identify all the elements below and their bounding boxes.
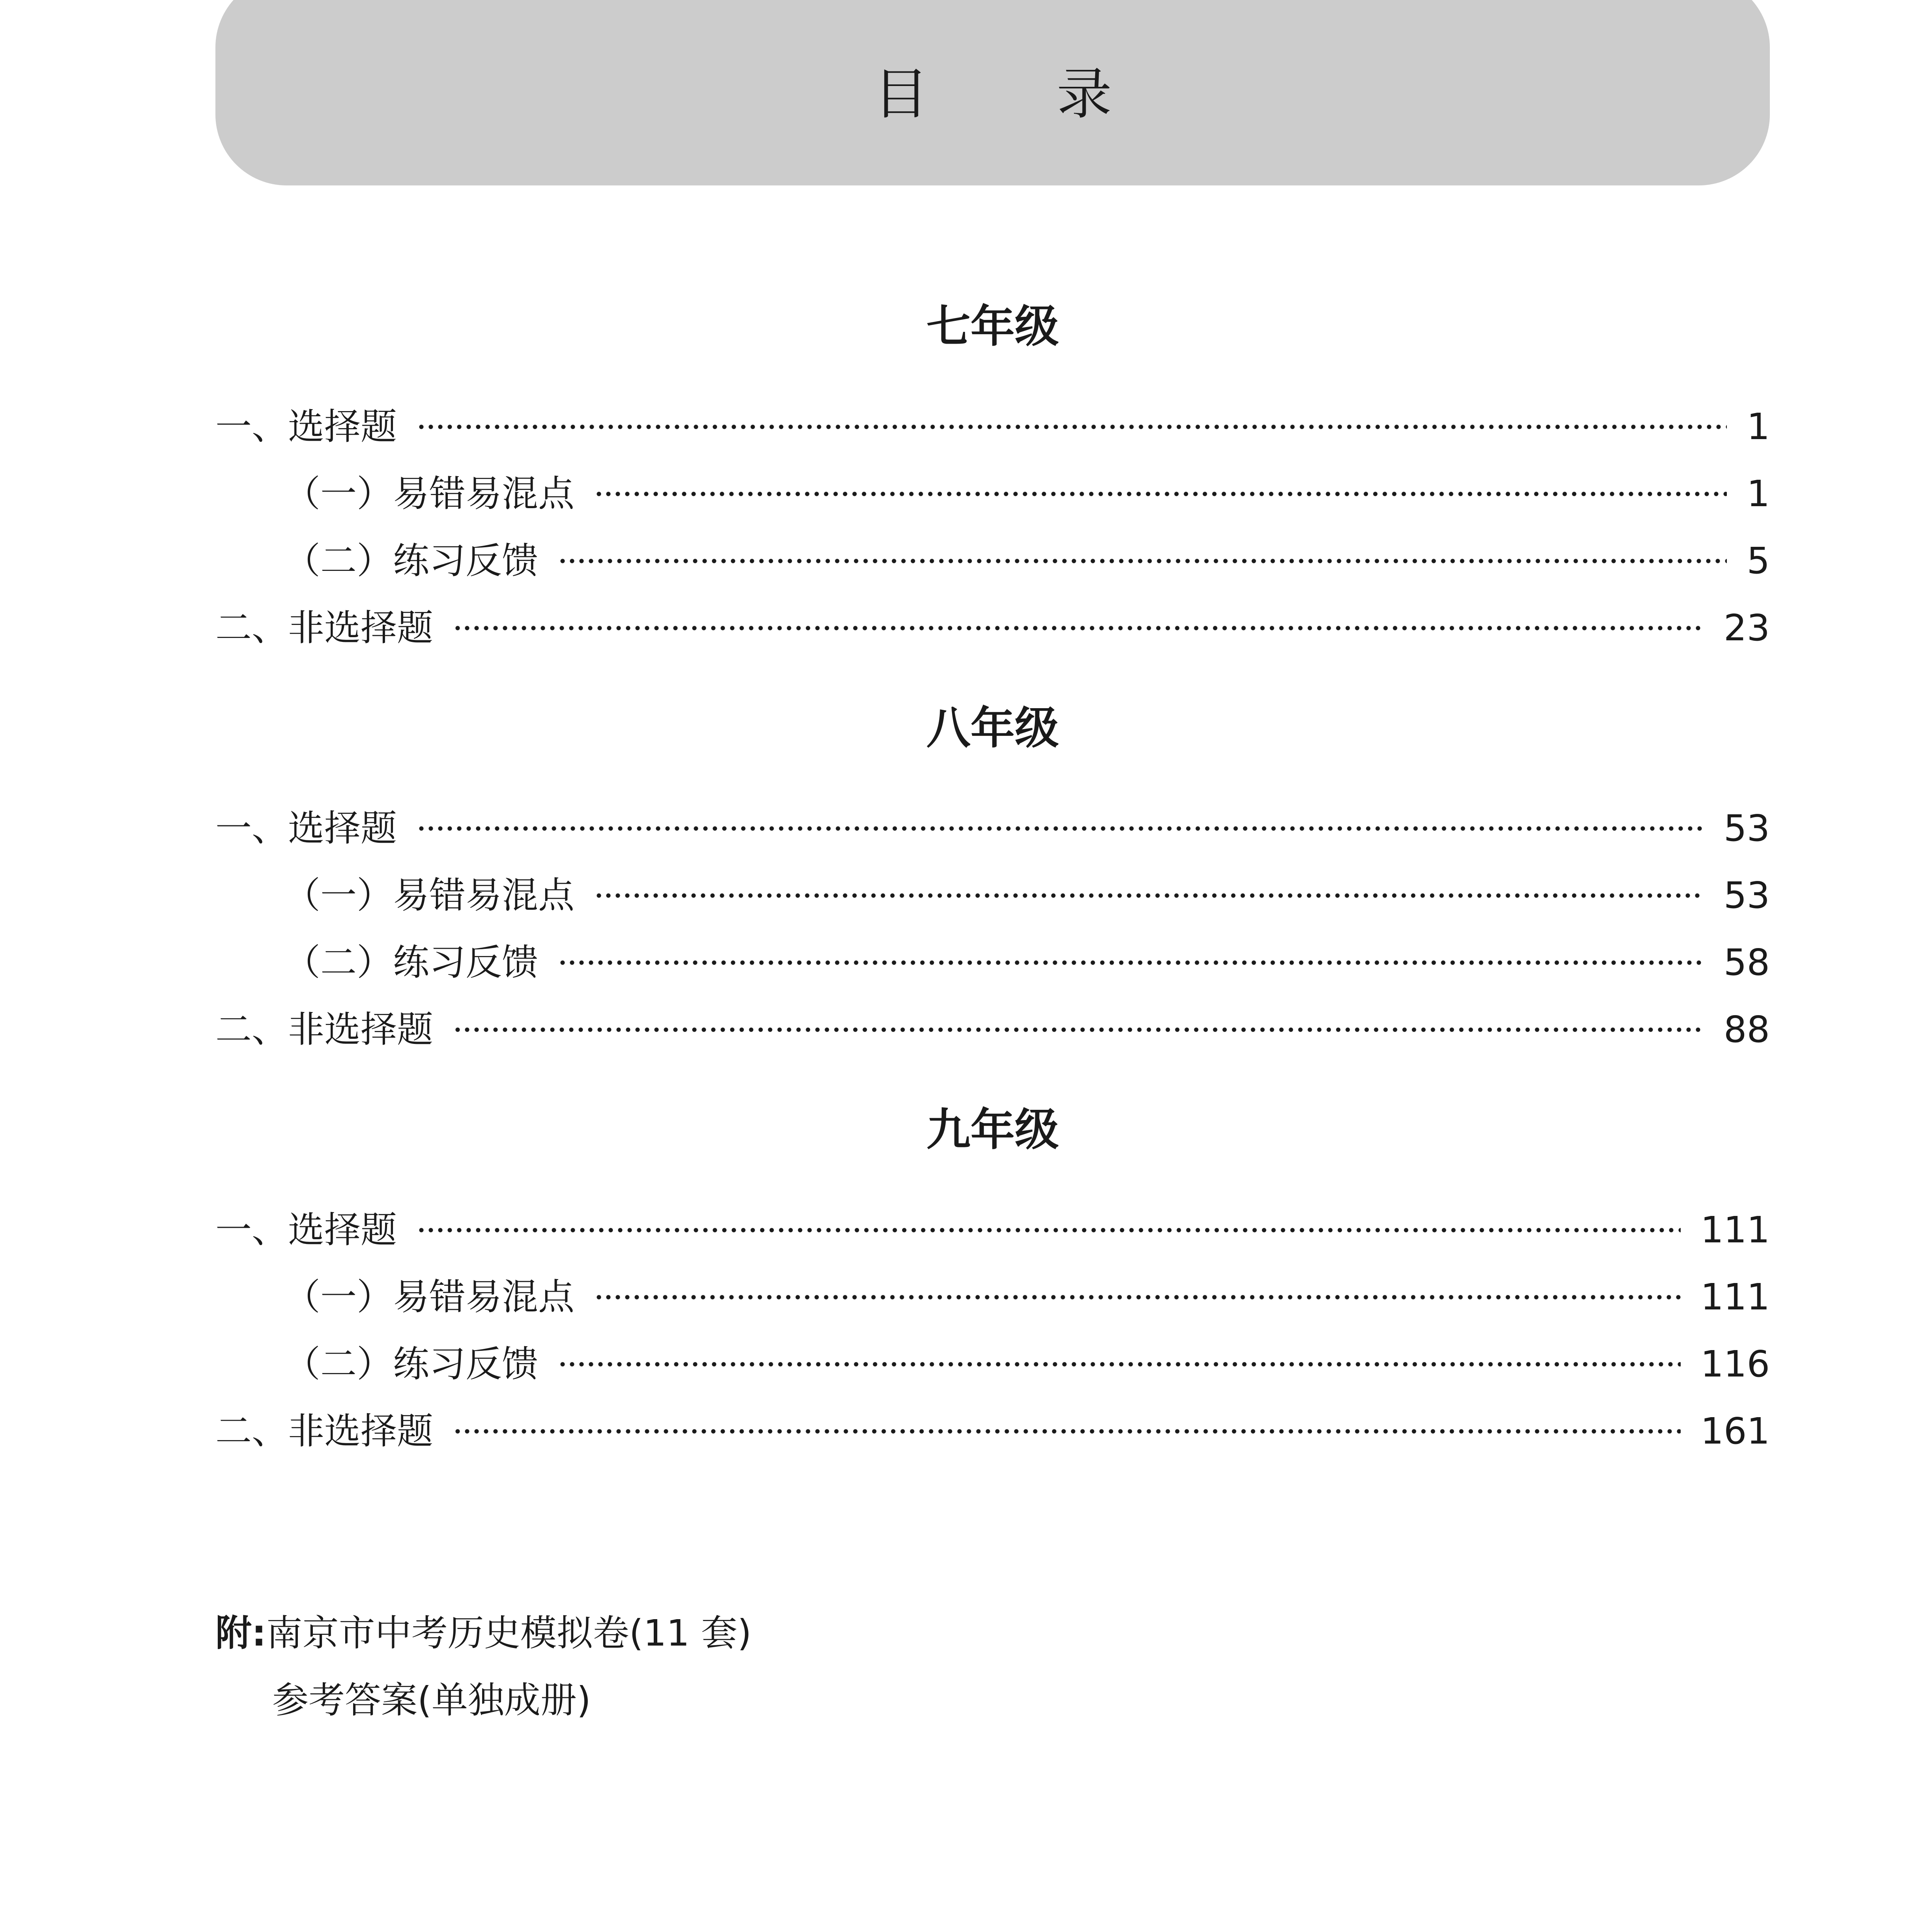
toc-entry[interactable] bbox=[215, 403, 1770, 451]
toc-subentry[interactable] bbox=[284, 939, 1770, 986]
toc-entry-label: 二、非选择题 bbox=[215, 607, 434, 649]
toc-entry-page: 53 bbox=[1723, 874, 1770, 916]
grade-heading-8: 八年级 bbox=[926, 703, 1059, 754]
toc-entry-label: 一、选择题 bbox=[215, 1209, 397, 1251]
toc-subentry[interactable] bbox=[284, 470, 1770, 518]
toc-entry[interactable] bbox=[215, 805, 1770, 852]
appendix-line-1 bbox=[215, 1610, 752, 1657]
toc-subentry[interactable] bbox=[284, 1274, 1770, 1321]
dot-leader bbox=[558, 1362, 1681, 1367]
toc-entry-page: 111 bbox=[1700, 1276, 1770, 1318]
toc-subentry[interactable] bbox=[284, 537, 1770, 585]
toc-entry-label: （二）练习反馈 bbox=[284, 1343, 539, 1385]
toc-entry-label: 二、非选择题 bbox=[215, 1008, 434, 1051]
toc-entry[interactable] bbox=[215, 1408, 1770, 1455]
grade-heading-9: 九年级 bbox=[926, 1104, 1059, 1156]
toc-entry-page: 1 bbox=[1747, 473, 1770, 515]
toc-entry-label: （一）易错易混点 bbox=[284, 874, 575, 916]
appendix-answer-key: 参考答案(单独成册) bbox=[272, 1679, 591, 1721]
toc-entry-page: 58 bbox=[1723, 941, 1770, 984]
toc-subentry[interactable] bbox=[284, 1341, 1770, 1388]
toc-entry-label: （二）练习反馈 bbox=[284, 941, 539, 984]
toc-entry-label: （一）易错易混点 bbox=[284, 473, 575, 515]
dot-leader bbox=[594, 1294, 1681, 1300]
toc-entry[interactable] bbox=[215, 1206, 1770, 1254]
dot-leader bbox=[453, 1027, 1704, 1032]
toc-subentry[interactable] bbox=[284, 872, 1770, 919]
toc-entry-label: 二、非选择题 bbox=[215, 1410, 434, 1452]
appendix-prefix: 附: bbox=[215, 1612, 266, 1654]
dot-leader bbox=[417, 1227, 1681, 1233]
grade-heading-7: 七年级 bbox=[926, 301, 1059, 352]
dot-leader bbox=[417, 826, 1704, 831]
toc-entry[interactable] bbox=[215, 1006, 1770, 1053]
toc-entry-label: 一、选择题 bbox=[215, 406, 397, 448]
dot-leader bbox=[594, 893, 1704, 898]
toc-entry-page: 111 bbox=[1700, 1209, 1770, 1251]
toc-entry-page: 1 bbox=[1747, 406, 1770, 448]
toc-entry-page: 88 bbox=[1723, 1008, 1770, 1051]
toc-entry-page: 5 bbox=[1747, 540, 1770, 582]
toc-entry-page: 161 bbox=[1700, 1410, 1770, 1452]
toc-entry-label: 一、选择题 bbox=[215, 807, 397, 849]
page-title: 目 录 bbox=[873, 62, 1167, 127]
toc-entry-page: 23 bbox=[1723, 607, 1770, 649]
toc-entry[interactable] bbox=[215, 604, 1770, 652]
dot-leader bbox=[558, 558, 1727, 564]
dot-leader bbox=[594, 491, 1727, 497]
dot-leader bbox=[453, 1429, 1681, 1434]
toc-entry-label: （二）练习反馈 bbox=[284, 540, 539, 582]
dot-leader bbox=[417, 424, 1727, 430]
appendix-mock-exams: 南京市中考历史模拟卷(11 套) bbox=[266, 1612, 752, 1654]
dot-leader bbox=[558, 960, 1704, 965]
toc-entry-page: 116 bbox=[1700, 1343, 1770, 1385]
appendix-line-2 bbox=[272, 1677, 591, 1724]
toc-entry-label: （一）易错易混点 bbox=[284, 1276, 575, 1318]
dot-leader bbox=[453, 625, 1704, 631]
toc-entry-page: 53 bbox=[1723, 807, 1770, 849]
